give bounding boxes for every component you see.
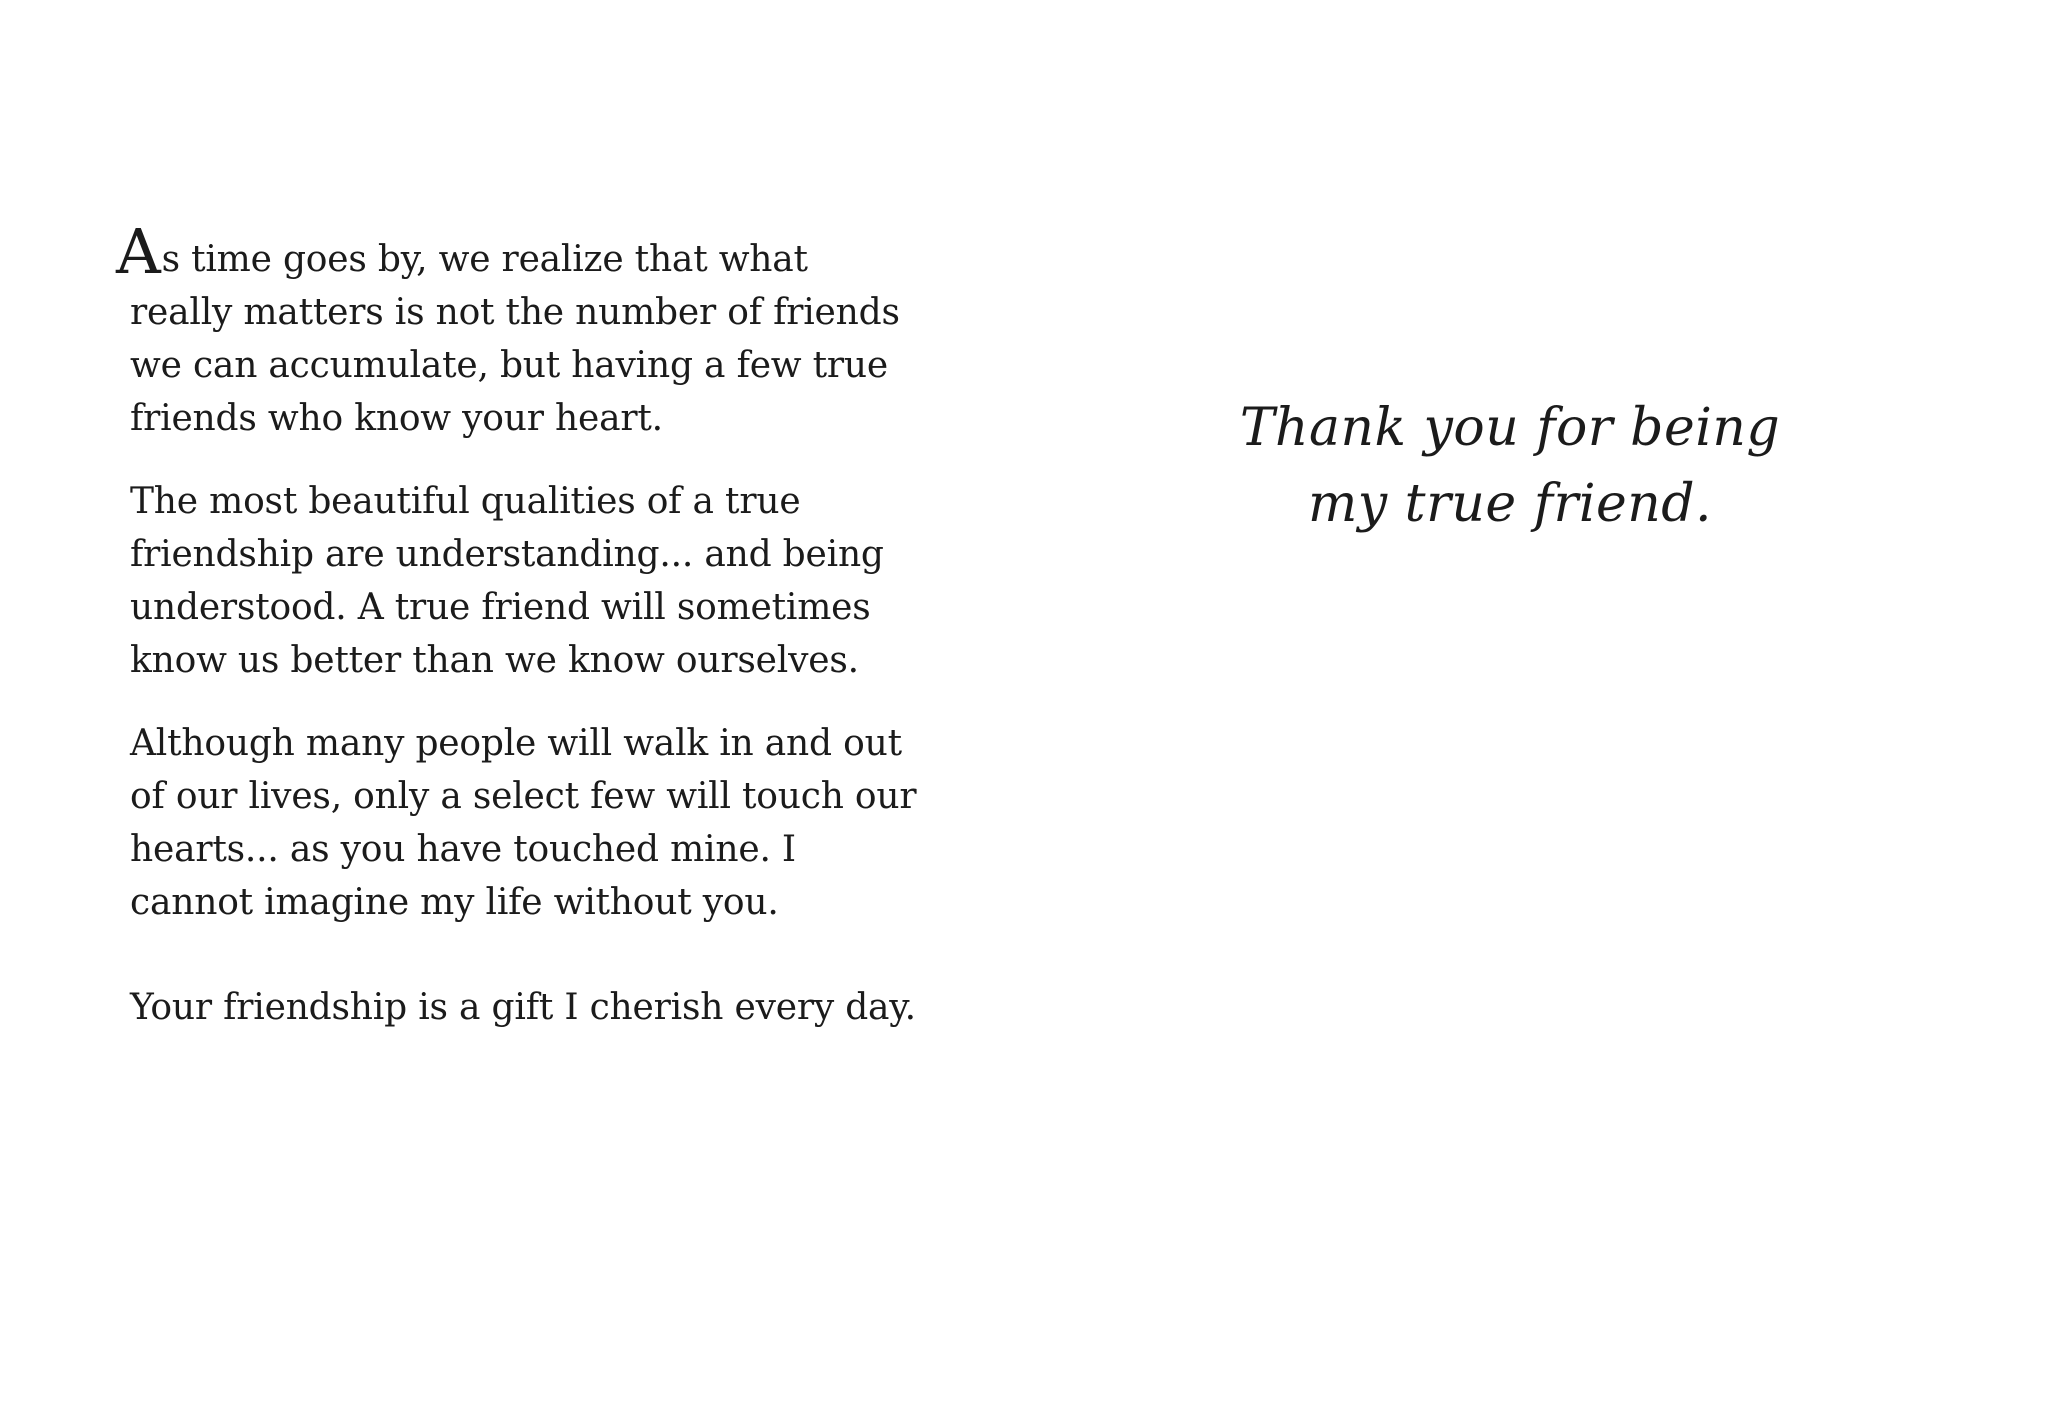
right-page-message bbox=[1190, 390, 1830, 542]
left-page-verse bbox=[116, 215, 918, 1064]
drop-cap: A bbox=[116, 215, 161, 288]
verse-paragraph-closing: Your friendship is a gift I cherish every day. bbox=[130, 987, 916, 1028]
verse-paragraph-1-text: s time goes by, we realize that what really matters is not the number of friends we can accumulate, but having a few true friends who know your heart. bbox=[130, 239, 900, 439]
verse-paragraph-3: Although many people will walk in and out of our lives, only a select few will touch our hearts... as you have touched mine. I cannot imagine my life without you. bbox=[130, 723, 917, 923]
verse-paragraph-2: The most beautiful qualities of a true friendship are understanding... and being understood. A true friend will sometimes know us better than we know ourselves. bbox=[130, 481, 884, 681]
verse-paragraph-1 bbox=[116, 215, 918, 445]
message-line-2: my true friend. bbox=[1307, 474, 1713, 534]
message-line-1: Thank you for being bbox=[1239, 398, 1781, 458]
